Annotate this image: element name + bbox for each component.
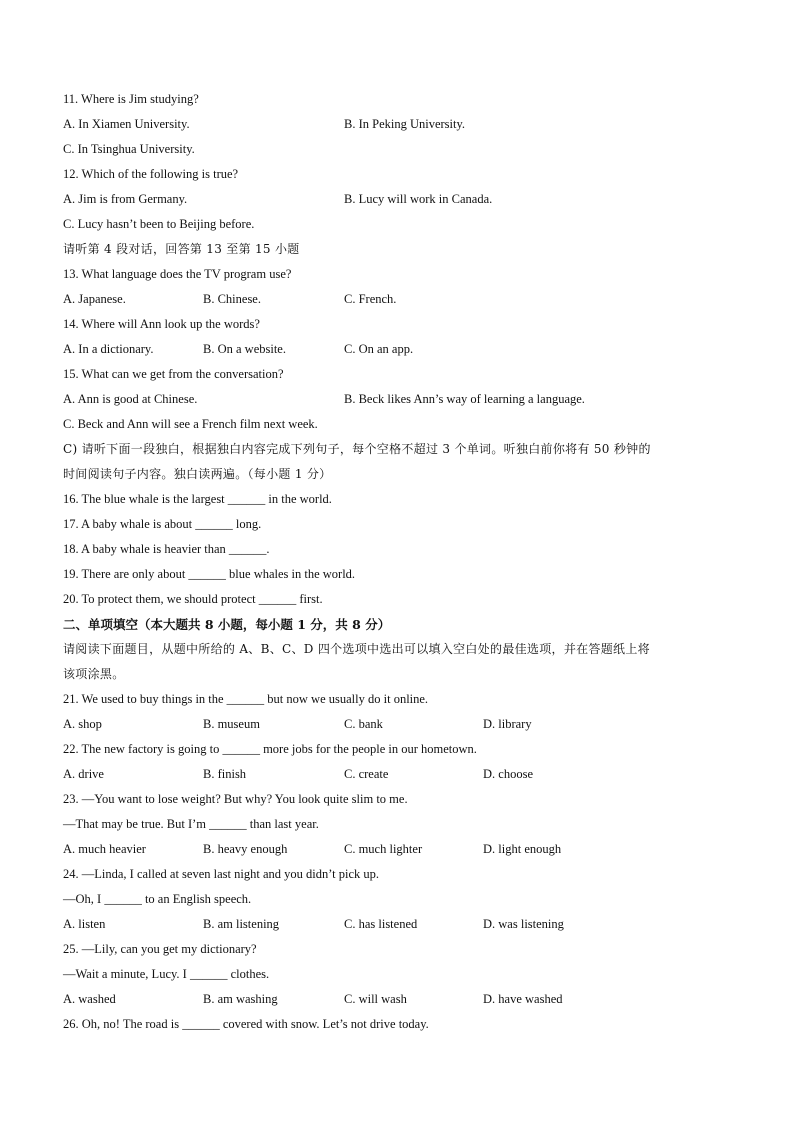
- q11-option-c: C. In Tsinghua University.: [63, 142, 195, 156]
- question-11-options: [63, 112, 733, 137]
- q21-option-b: B. museum: [203, 717, 260, 731]
- question-13-options: [63, 287, 733, 312]
- question-25-options: [63, 987, 733, 1012]
- q22-option-d: D. choose: [483, 767, 533, 781]
- question-24-options: [63, 912, 733, 937]
- q23-option-d: D. light enough: [483, 842, 562, 856]
- q12-option-c: C. Lucy hasn’t been to Beijing before.: [63, 217, 255, 231]
- question-25-line-2: —Wait a minute, Lucy. I ______ clothes.: [63, 967, 270, 981]
- q21-option-c: C. bank: [344, 717, 383, 731]
- exam-page: [63, 87, 733, 1037]
- question-22-stem: 22. The new factory is going to ______ more jobs for the people in our hometown.: [63, 742, 477, 756]
- q22-option-a: A. drive: [63, 767, 104, 781]
- question-23-options: [63, 837, 733, 862]
- q15-option-c: C. Beck and Ann will see a French film next week.: [63, 417, 318, 431]
- question-24-line-1: 24. —Linda, I called at seven last night and you didn’t pick up.: [63, 867, 380, 881]
- section-c-instruction-line-1: C) 请听下面一段独白，根据独白内容完成下列句子，每个空格不超过 3 个单词。听独白前你将有 50 秒钟的: [63, 442, 651, 456]
- q25-option-d: D. have washed: [483, 992, 563, 1006]
- q11-option-b: B. In Peking University.: [344, 117, 466, 131]
- question-24-line-2: —Oh, I ______ to an English speech.: [63, 892, 252, 906]
- question-25-line-1: 25. —Lily, can you get my dictionary?: [63, 942, 257, 956]
- q15-option-a: A. Ann is good at Chinese.: [63, 392, 198, 406]
- q11-option-a: A. In Xiamen University.: [63, 117, 190, 131]
- question-23-line-2: —That may be true. But I’m ______ than last year.: [63, 817, 319, 831]
- q23-option-b: B. heavy enough: [203, 842, 288, 856]
- q21-option-d: D. library: [483, 717, 532, 731]
- q25-option-b: B. am washing: [203, 992, 278, 1006]
- question-23-line-1: 23. —You want to lose weight? But why? You look quite slim to me.: [63, 792, 408, 806]
- q13-option-a: A. Japanese.: [63, 292, 126, 306]
- question-13-stem: 13. What language does the TV program use?: [63, 267, 292, 281]
- question-21-stem: 21. We used to buy things in the ______ but now we usually do it online.: [63, 692, 429, 706]
- q13-option-c: C. French.: [344, 292, 397, 306]
- question-14-stem: 14. Where will Ann look up the words?: [63, 317, 260, 331]
- question-15-options: [63, 387, 733, 412]
- question-14-options: [63, 337, 733, 362]
- section-c-instruction-line-2: 时间阅读句子内容。独白读两遍。（每小题 1 分）: [63, 467, 332, 481]
- q24-option-a: A. listen: [63, 917, 106, 931]
- fill-blank-19: 19. There are only about ______ blue whales in the world.: [63, 567, 356, 581]
- q13-option-b: B. Chinese.: [203, 292, 261, 306]
- q12-option-b: B. Lucy will work in Canada.: [344, 192, 493, 206]
- question-22-options: [63, 762, 733, 787]
- fill-blank-20: 20. To protect them, we should protect ______ first.: [63, 592, 323, 606]
- q23-option-a: A. much heavier: [63, 842, 146, 856]
- q21-option-a: A. shop: [63, 717, 102, 731]
- q14-option-a: A. In a dictionary.: [63, 342, 154, 356]
- q15-option-b: B. Beck likes Ann’s way of learning a language.: [344, 392, 585, 406]
- q22-option-b: B. finish: [203, 767, 247, 781]
- question-12-options: [63, 187, 733, 212]
- part-2-instruction-line-1: 请阅读下面题目，从题中所给的 A、B、C、D 四个选项中选出可以填入空白处的最佳选项，并在答题纸上将: [63, 642, 650, 656]
- q24-option-b: B. am listening: [203, 917, 280, 931]
- question-21-options: [63, 712, 733, 737]
- fill-blank-18: 18. A baby whale is heavier than ______.: [63, 542, 270, 556]
- q14-option-b: B. On a website.: [203, 342, 286, 356]
- fill-blank-16: 16. The blue whale is the largest ______ in the world.: [63, 492, 332, 506]
- q23-option-c: C. much lighter: [344, 842, 423, 856]
- part-2-title: 二、单项填空（本大题共 8 小题，每小题 1 分，共 8 分）: [63, 617, 391, 632]
- q12-option-a: A. Jim is from Germany.: [63, 192, 188, 206]
- question-15-stem: 15. What can we get from the conversation?: [63, 367, 284, 381]
- question-11-stem: 11. Where is Jim studying?: [63, 92, 199, 106]
- fill-blank-17: 17. A baby whale is about ______ long.: [63, 517, 262, 531]
- q24-option-c: C. has listened: [344, 917, 418, 931]
- q25-option-a: A. washed: [63, 992, 116, 1006]
- part-2-instruction-line-2: 该项涂黑。: [63, 667, 125, 681]
- instruction-dialogue-4: 请听第 4 段对话，回答第 13 至第 15 小题: [63, 242, 300, 256]
- q22-option-c: C. create: [344, 767, 389, 781]
- q25-option-c: C. will wash: [344, 992, 407, 1006]
- question-26-stem: 26. Oh, no! The road is ______ covered with snow. Let’s not drive today.: [63, 1017, 429, 1031]
- q14-option-c: C. On an app.: [344, 342, 414, 356]
- q24-option-d: D. was listening: [483, 917, 564, 931]
- question-12-stem: 12. Which of the following is true?: [63, 167, 239, 181]
